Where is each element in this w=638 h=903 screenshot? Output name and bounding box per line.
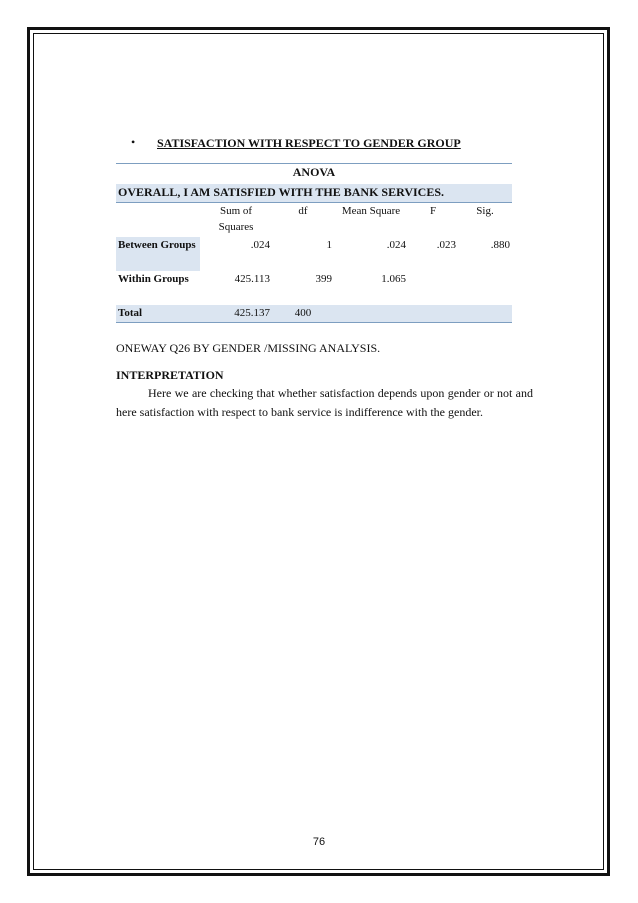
anova-subtitle: OVERALL, I AM SATISFIED WITH THE BANK SERVICES. — [116, 184, 512, 203]
cell-f: .023 — [408, 237, 458, 271]
cell-sum-sq: 425.137 — [200, 305, 272, 322]
cell-sum-sq: 425.113 — [200, 271, 272, 305]
cell-f — [408, 271, 458, 305]
cell-mean-sq: .024 — [334, 237, 408, 271]
cell-mean-sq: 1.065 — [334, 271, 408, 305]
cell-f — [408, 305, 458, 322]
cell-sig — [458, 271, 512, 305]
bullet-icon: • — [131, 135, 136, 149]
table-row — [116, 305, 512, 322]
cell-sig: .880 — [458, 237, 512, 271]
cell-df: 1 — [272, 237, 334, 271]
row-label: Within Groups — [116, 271, 200, 305]
header-f: F — [429, 205, 437, 217]
header-mean-square: Mean Square — [341, 205, 401, 217]
row-label: Total — [116, 305, 200, 322]
anova-title: ANOVA — [116, 164, 512, 185]
table-row — [116, 271, 512, 305]
anova-table — [116, 163, 512, 323]
cell-mean-sq — [334, 305, 408, 322]
spss-syntax: ONEWAY Q26 BY GENDER /MISSING ANALYSIS. — [116, 341, 381, 355]
header-sum-of-squares: Sum of Squares — [218, 205, 254, 233]
cell-sig — [458, 305, 512, 322]
interpretation-text: Here we are checking that whether satisfaction depends upon gender or not and here satisfaction with respect to bank service is indifference with the gender. — [116, 386, 533, 419]
cell-df: 400 — [272, 305, 334, 322]
header-sig: Sig. — [476, 205, 494, 217]
page-border-inner — [33, 33, 604, 870]
cell-sum-sq: .024 — [200, 237, 272, 271]
row-label: Between Groups — [116, 237, 200, 271]
cell-df: 399 — [272, 271, 334, 305]
header-df: df — [298, 205, 308, 217]
table-row — [116, 237, 512, 271]
interpretation-title: INTERPRETATION — [116, 368, 224, 382]
page-number: 76 — [312, 836, 326, 848]
header-empty — [116, 203, 200, 238]
section-heading-text: SATISFACTION WITH RESPECT TO GENDER GROUP — [157, 136, 461, 150]
